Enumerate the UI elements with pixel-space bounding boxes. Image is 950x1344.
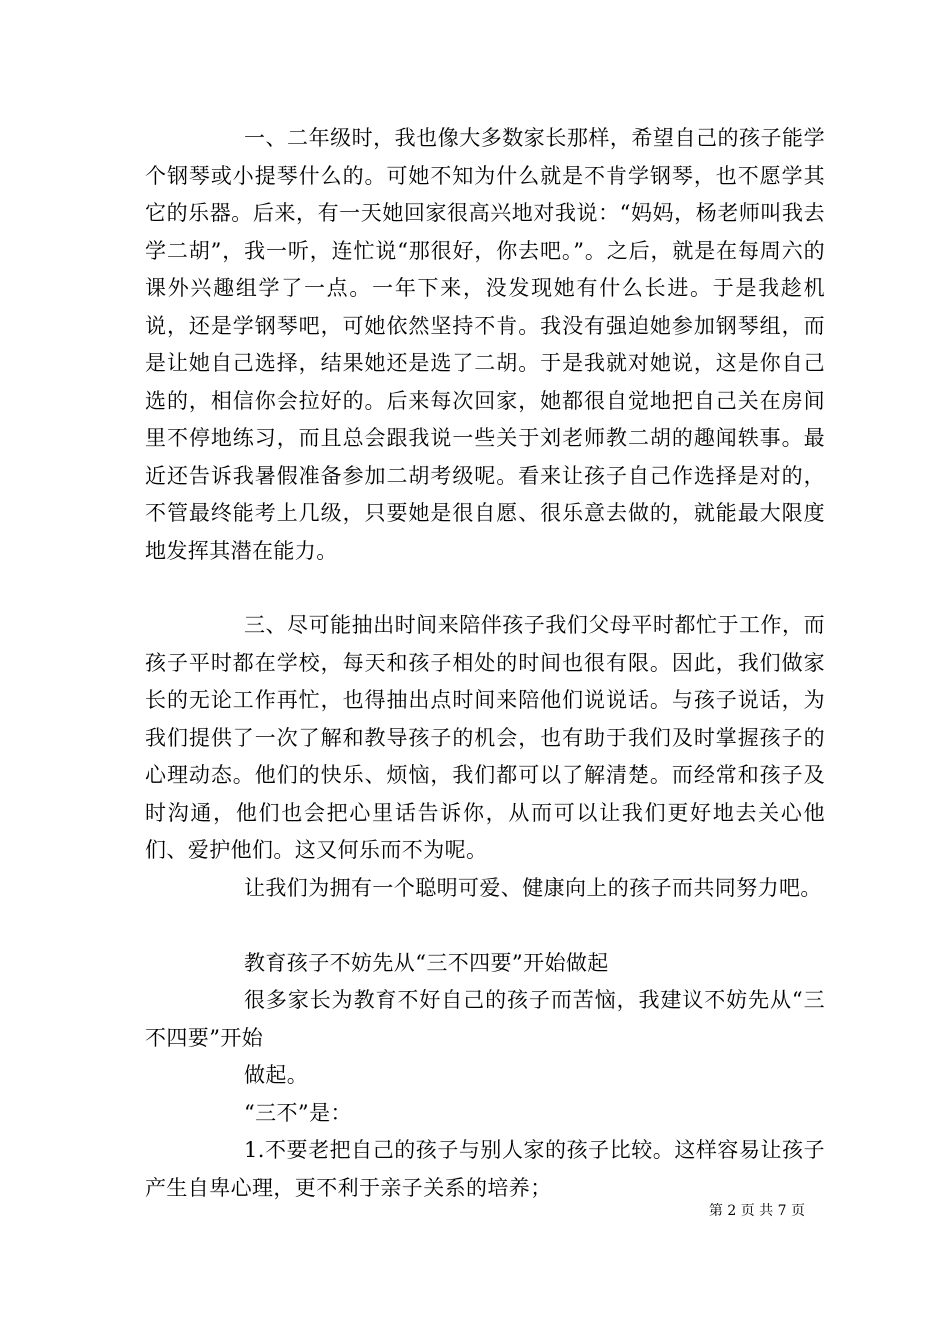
- list-item-1: 1.不要老把自己的孩子与别人家的孩子比较。这样容易让孩子产生自卑心理，更不利于亲子关系的培养；: [145, 1138, 825, 1200]
- section-title: 教育孩子不妨先从“三不四要”开始做起: [244, 951, 609, 975]
- three-donts-heading: “三不”是：: [244, 1101, 352, 1125]
- paragraph-erhu-choice: 一、二年级时，我也像大多数家长那样，希望自己的孩子能学个钢琴或小提琴什么的。可她不知为什么就是不肯学钢琴，也不愿学其它的乐器。后来，有一天她回家很高兴地对我说：“妈妈，杨老师叫我去学二胡”，我一听，连忙说“那很好，你去吧。”。之后，就是在每周六的课外兴趣组学了一点。一年下来，没发现她有什么长进。于是我趁机说，还是学钢琴吧，可她依然坚持不肯。我没有强迫她参加钢琴组，而是让她自己选择，结果她还是选了二胡。于是我就对她说，这是你自己选的，相信你会拉好的。后来每次回家，她都很自觉地把自己关在房间里不停地练习，而且总会跟我说一些关于刘老师教二胡的趣闻轶事。最近还告诉我暑假准备参加二胡考级呢。看来让孩子自己作选择是对的，不管最终能考上几级，只要她是很自愿、很乐意去做的，就能最大限度地发挥其潜在能力。: [145, 126, 825, 563]
- paragraph-spend-time: 三、尽可能抽出时间来陪伴孩子我们父母平时都忙于工作，而孩子平时都在学校，每天和孩子相处的时间也很有限。因此，我们做家长的无论工作再忙，也得抽出点时间来陪他们说说话。与孩子说话，为我们提供了一次了解和教导孩子的机会，也有助于我们及时掌握孩子的心理动态。他们的快乐、烦恼，我们都可以了解清楚。而经常和孩子及时沟通，他们也会把心里话告诉你，从而可以让我们更好地去关心他们、爱护他们。这又何乐而不为呢。: [145, 613, 825, 862]
- paragraph-start: 做起。: [244, 1063, 309, 1087]
- paragraph-intro: 很多家长为教育不好自己的孩子而苦恼，我建议不妨先从“三不四要”开始: [145, 988, 825, 1050]
- page-number-footer: 第 2 页 共 7 页: [708, 1203, 805, 1219]
- paragraph-closing: 让我们为拥有一个聪明可爱、健康向上的孩子而共同努力吧。: [244, 876, 822, 900]
